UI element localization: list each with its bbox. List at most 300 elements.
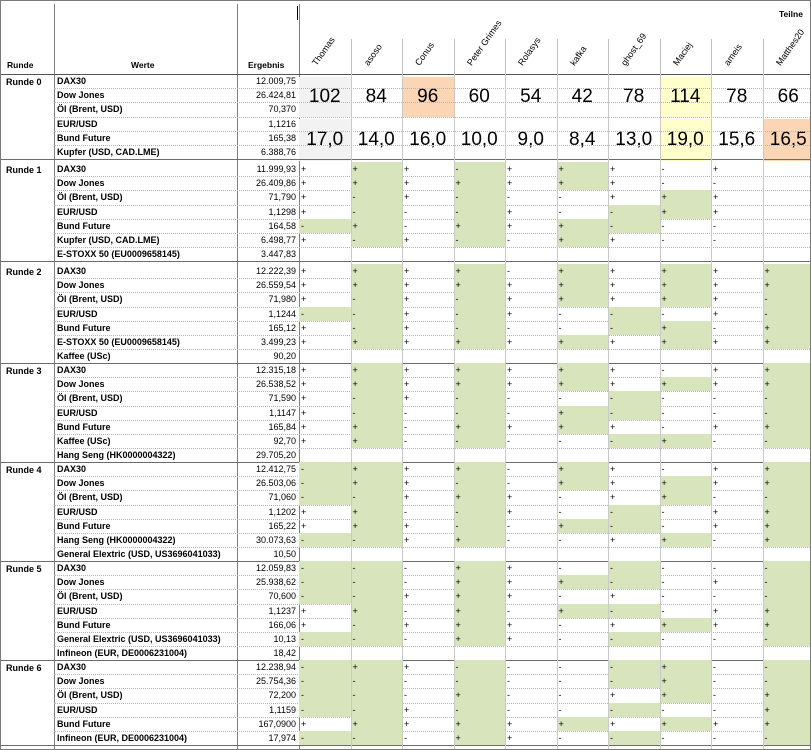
- tip-cell[interactable]: +: [301, 605, 307, 616]
- tip-cell[interactable]: +: [351, 717, 403, 731]
- tip-cell[interactable]: -: [713, 704, 716, 715]
- tip-cell[interactable]: -: [404, 506, 407, 517]
- tip-cell[interactable]: +: [454, 618, 506, 632]
- tip-cell[interactable]: -: [713, 662, 716, 672]
- tip-cell[interactable]: +: [763, 717, 811, 731]
- tip-cell[interactable]: -: [351, 618, 403, 632]
- tip-cell[interactable]: +: [454, 219, 506, 233]
- tip-cell[interactable]: +: [713, 164, 719, 174]
- tip-cell[interactable]: +: [557, 292, 609, 306]
- tip-cell[interactable]: -: [404, 407, 407, 418]
- tip-cell[interactable]: +: [301, 436, 307, 446]
- tip-cell[interactable]: +: [301, 365, 307, 375]
- tip-cell[interactable]: -: [507, 676, 510, 687]
- tip-cell[interactable]: -: [558, 436, 562, 446]
- tip-cell[interactable]: -: [713, 676, 716, 687]
- tip-cell[interactable]: +: [351, 476, 403, 490]
- tip-cell[interactable]: -: [404, 634, 407, 644]
- tip-cell[interactable]: +: [301, 280, 307, 291]
- tip-cell[interactable]: -: [454, 703, 506, 717]
- tip-cell[interactable]: +: [610, 690, 616, 701]
- tip-cell[interactable]: +: [610, 464, 616, 474]
- tip-cell[interactable]: -: [351, 490, 403, 504]
- tip-cell[interactable]: -: [661, 365, 665, 375]
- tip-cell[interactable]: -: [351, 292, 403, 306]
- tip-cell[interactable]: -: [454, 307, 506, 321]
- tip-cell[interactable]: +: [351, 604, 403, 618]
- tip-cell[interactable]: +: [351, 377, 403, 391]
- tip-cell[interactable]: -: [713, 733, 716, 743]
- tip-cell[interactable]: +: [404, 266, 410, 276]
- tip-cell[interactable]: +: [507, 308, 513, 319]
- tip-cell[interactable]: +: [713, 464, 719, 474]
- tip-cell[interactable]: -: [608, 391, 660, 405]
- tip-cell[interactable]: +: [557, 717, 609, 731]
- tip-cell[interactable]: -: [454, 321, 506, 335]
- tip-cell[interactable]: +: [454, 377, 506, 391]
- tip-cell[interactable]: -: [763, 561, 811, 575]
- tip-cell[interactable]: -: [558, 733, 562, 743]
- tip-cell[interactable]: +: [660, 476, 712, 490]
- tip-cell[interactable]: +: [763, 618, 811, 632]
- tip-cell[interactable]: +: [713, 577, 719, 588]
- tip-cell[interactable]: -: [558, 535, 562, 545]
- tip-cell[interactable]: -: [404, 577, 407, 588]
- tip-cell[interactable]: +: [404, 591, 410, 602]
- tip-cell[interactable]: +: [557, 363, 609, 377]
- tip-cell[interactable]: +: [454, 632, 506, 646]
- tip-cell[interactable]: -: [763, 632, 811, 646]
- tip-cell[interactable]: +: [301, 506, 307, 517]
- tip-cell[interactable]: -: [763, 307, 811, 321]
- tip-cell[interactable]: +: [301, 192, 307, 203]
- tip-cell[interactable]: +: [610, 266, 616, 276]
- tip-cell[interactable]: +: [763, 476, 811, 490]
- tip-cell[interactable]: +: [404, 379, 410, 390]
- tip-cell[interactable]: +: [610, 591, 616, 602]
- tip-cell[interactable]: +: [404, 178, 410, 189]
- tip-cell[interactable]: -: [507, 690, 510, 701]
- tip-cell[interactable]: +: [404, 662, 410, 672]
- tip-cell[interactable]: -: [713, 492, 716, 503]
- tip-cell[interactable]: -: [507, 407, 510, 418]
- tip-cell[interactable]: [763, 233, 811, 247]
- tip-cell[interactable]: +: [610, 379, 616, 390]
- tip-cell[interactable]: +: [557, 335, 609, 349]
- tip-cell[interactable]: -: [404, 421, 407, 432]
- tip-cell[interactable]: +: [660, 335, 712, 349]
- tip-cell[interactable]: +: [610, 718, 616, 729]
- tip-cell[interactable]: +: [557, 420, 609, 434]
- tip-cell[interactable]: -: [351, 731, 403, 745]
- tip-cell[interactable]: -: [404, 605, 407, 616]
- tip-cell[interactable]: +: [351, 176, 403, 190]
- tip-cell[interactable]: -: [404, 733, 407, 743]
- tip-cell[interactable]: -: [404, 206, 407, 217]
- tip-cell[interactable]: -: [299, 589, 351, 603]
- tip-cell[interactable]: -: [299, 674, 351, 688]
- tip-cell[interactable]: -: [558, 322, 562, 333]
- tip-cell[interactable]: +: [610, 535, 616, 545]
- tip-cell[interactable]: -: [558, 704, 562, 715]
- tip-cell[interactable]: +: [713, 337, 719, 347]
- tip-cell[interactable]: +: [351, 660, 403, 674]
- tip-cell[interactable]: +: [660, 618, 712, 632]
- tip-cell[interactable]: -: [507, 605, 510, 616]
- tip-cell[interactable]: +: [763, 533, 811, 547]
- tip-cell[interactable]: -: [763, 391, 811, 405]
- tip-cell[interactable]: -: [608, 434, 660, 448]
- tip-cell[interactable]: +: [557, 519, 609, 533]
- tip-cell[interactable]: -: [713, 690, 716, 701]
- tip-cell[interactable]: -: [763, 406, 811, 420]
- tip-cell[interactable]: +: [610, 478, 616, 489]
- tip-cell[interactable]: -: [299, 632, 351, 646]
- tip-cell[interactable]: -: [713, 220, 716, 231]
- tip-cell[interactable]: [763, 205, 811, 219]
- tip-cell[interactable]: -: [454, 162, 506, 176]
- tip-cell[interactable]: +: [351, 162, 403, 176]
- tip-cell[interactable]: +: [454, 335, 506, 349]
- tip-cell[interactable]: +: [507, 164, 513, 174]
- tip-cell[interactable]: -: [558, 206, 562, 217]
- tip-cell[interactable]: -: [299, 660, 351, 674]
- tip-cell[interactable]: +: [763, 462, 811, 476]
- tip-cell[interactable]: +: [351, 434, 403, 448]
- tip-cell[interactable]: +: [507, 178, 513, 189]
- tip-cell[interactable]: +: [301, 266, 307, 276]
- tip-cell[interactable]: +: [507, 379, 513, 390]
- tip-cell[interactable]: +: [713, 718, 719, 729]
- tip-cell[interactable]: -: [507, 478, 510, 489]
- tip-cell[interactable]: +: [454, 462, 506, 476]
- tip-cell[interactable]: -: [713, 634, 716, 644]
- tip-cell[interactable]: -: [404, 563, 407, 573]
- tip-cell[interactable]: +: [763, 321, 811, 335]
- tip-cell[interactable]: +: [713, 478, 719, 489]
- tip-cell[interactable]: -: [404, 690, 407, 701]
- tip-cell[interactable]: +: [301, 718, 307, 729]
- tip-cell[interactable]: -: [713, 178, 716, 189]
- tip-cell[interactable]: -: [661, 520, 665, 531]
- tip-cell[interactable]: -: [558, 393, 562, 404]
- tip-cell[interactable]: +: [301, 322, 307, 333]
- tip-cell[interactable]: +: [610, 294, 616, 305]
- tip-cell[interactable]: +: [507, 506, 513, 517]
- tip-cell[interactable]: -: [713, 407, 716, 418]
- tip-cell[interactable]: +: [404, 520, 410, 531]
- tip-cell[interactable]: +: [454, 278, 506, 292]
- tip-cell[interactable]: +: [507, 421, 513, 432]
- tip-cell[interactable]: -: [608, 205, 660, 219]
- tip-cell[interactable]: +: [610, 280, 616, 291]
- tip-cell[interactable]: -: [661, 464, 665, 474]
- tip-cell[interactable]: -: [351, 190, 403, 204]
- tip-cell[interactable]: +: [660, 190, 712, 204]
- tip-cell[interactable]: -: [404, 220, 407, 231]
- tip-cell[interactable]: +: [507, 280, 513, 291]
- tip-cell[interactable]: +: [507, 619, 513, 630]
- tip-cell[interactable]: +: [301, 164, 307, 174]
- tip-cell[interactable]: -: [558, 591, 562, 602]
- tip-cell[interactable]: +: [557, 233, 609, 247]
- tip-cell[interactable]: -: [299, 688, 351, 702]
- tip-cell[interactable]: -: [661, 591, 665, 602]
- tip-cell[interactable]: +: [351, 264, 403, 278]
- tip-cell[interactable]: +: [454, 420, 506, 434]
- tip-cell[interactable]: +: [610, 421, 616, 432]
- tip-cell[interactable]: -: [351, 632, 403, 646]
- tip-cell[interactable]: +: [713, 308, 719, 319]
- tip-cell[interactable]: -: [661, 308, 665, 319]
- tip-cell[interactable]: +: [454, 731, 506, 745]
- tip-cell[interactable]: +: [713, 520, 719, 531]
- tip-cell[interactable]: +: [557, 406, 609, 420]
- tip-cell[interactable]: -: [351, 674, 403, 688]
- tip-cell[interactable]: -: [763, 674, 811, 688]
- tip-cell[interactable]: +: [404, 393, 410, 404]
- tip-cell[interactable]: -: [661, 407, 665, 418]
- tip-cell[interactable]: +: [507, 634, 513, 644]
- tip-cell[interactable]: -: [351, 205, 403, 219]
- tip-cell[interactable]: +: [660, 264, 712, 278]
- tip-cell[interactable]: +: [610, 235, 616, 245]
- tip-cell[interactable]: +: [610, 164, 616, 174]
- tip-cell[interactable]: [763, 162, 811, 176]
- tip-cell[interactable]: +: [351, 505, 403, 519]
- tip-cell[interactable]: +: [404, 235, 410, 245]
- tip-cell[interactable]: [763, 190, 811, 204]
- tip-cell[interactable]: -: [299, 219, 351, 233]
- tip-cell[interactable]: -: [454, 190, 506, 204]
- tip-cell[interactable]: +: [454, 717, 506, 731]
- tip-cell[interactable]: -: [454, 233, 506, 247]
- tip-cell[interactable]: +: [557, 575, 609, 589]
- tip-cell[interactable]: +: [507, 577, 513, 588]
- tip-cell[interactable]: -: [661, 421, 665, 432]
- tip-cell[interactable]: -: [454, 406, 506, 420]
- tip-cell[interactable]: +: [404, 280, 410, 291]
- tip-cell[interactable]: -: [404, 676, 407, 687]
- tip-cell[interactable]: -: [507, 436, 510, 446]
- tip-cell[interactable]: -: [454, 391, 506, 405]
- tip-cell[interactable]: -: [661, 634, 665, 644]
- tip-cell[interactable]: +: [763, 377, 811, 391]
- tip-cell[interactable]: -: [454, 434, 506, 448]
- tip-cell[interactable]: +: [557, 476, 609, 490]
- tip-cell[interactable]: +: [351, 219, 403, 233]
- tip-cell[interactable]: -: [507, 235, 510, 245]
- tip-cell[interactable]: +: [660, 688, 712, 702]
- tip-cell[interactable]: -: [351, 307, 403, 321]
- tip-cell[interactable]: -: [661, 393, 665, 404]
- tip-cell[interactable]: -: [507, 322, 510, 333]
- tip-cell[interactable]: +: [557, 162, 609, 176]
- tip-cell[interactable]: +: [763, 703, 811, 717]
- tip-cell[interactable]: -: [404, 436, 407, 446]
- tip-cell[interactable]: -: [558, 619, 562, 630]
- tip-cell[interactable]: -: [661, 733, 665, 743]
- tip-cell[interactable]: -: [299, 490, 351, 504]
- tip-cell[interactable]: -: [558, 662, 562, 672]
- tip-cell[interactable]: -: [558, 634, 562, 644]
- tip-cell[interactable]: +: [507, 733, 513, 743]
- tip-cell[interactable]: +: [763, 264, 811, 278]
- tip-cell[interactable]: +: [404, 365, 410, 375]
- tip-cell[interactable]: +: [301, 337, 307, 347]
- tip-cell[interactable]: +: [610, 365, 616, 375]
- tip-cell[interactable]: -: [299, 307, 351, 321]
- tip-cell[interactable]: -: [661, 577, 665, 588]
- tip-cell[interactable]: -: [454, 205, 506, 219]
- tip-cell[interactable]: +: [763, 519, 811, 533]
- tip-cell[interactable]: +: [404, 308, 410, 319]
- tip-cell[interactable]: +: [351, 462, 403, 476]
- tip-cell[interactable]: +: [507, 591, 513, 602]
- tip-cell[interactable]: +: [713, 192, 719, 203]
- tip-cell[interactable]: -: [661, 704, 665, 715]
- tip-cell[interactable]: -: [608, 505, 660, 519]
- tip-cell[interactable]: +: [763, 278, 811, 292]
- tip-cell[interactable]: +: [660, 660, 712, 674]
- tip-cell[interactable]: +: [557, 462, 609, 476]
- tip-cell[interactable]: -: [454, 674, 506, 688]
- tip-cell[interactable]: -: [558, 192, 562, 203]
- tip-cell[interactable]: +: [713, 206, 719, 217]
- tip-cell[interactable]: +: [404, 535, 410, 545]
- tip-cell[interactable]: +: [301, 520, 307, 531]
- tip-cell[interactable]: +: [301, 235, 307, 245]
- tip-cell[interactable]: -: [763, 731, 811, 745]
- tip-cell[interactable]: +: [454, 561, 506, 575]
- tip-cell[interactable]: +: [404, 718, 410, 729]
- tip-cell[interactable]: -: [454, 476, 506, 490]
- tip-cell[interactable]: +: [660, 292, 712, 306]
- tip-cell[interactable]: +: [763, 420, 811, 434]
- tip-cell[interactable]: +: [713, 421, 719, 432]
- tip-cell[interactable]: -: [713, 535, 716, 545]
- tip-cell[interactable]: +: [507, 337, 513, 347]
- tip-cell[interactable]: +: [301, 619, 307, 630]
- tip-cell[interactable]: +: [301, 421, 307, 432]
- tip-cell[interactable]: +: [557, 278, 609, 292]
- tip-cell[interactable]: -: [299, 575, 351, 589]
- tip-cell[interactable]: +: [610, 337, 616, 347]
- tip-cell[interactable]: +: [454, 363, 506, 377]
- tip-cell[interactable]: +: [454, 490, 506, 504]
- tip-cell[interactable]: +: [557, 604, 609, 618]
- tip-cell[interactable]: -: [454, 660, 506, 674]
- tip-cell[interactable]: -: [558, 308, 562, 319]
- tip-cell[interactable]: +: [713, 605, 719, 616]
- tip-cell[interactable]: +: [404, 464, 410, 474]
- tip-cell[interactable]: +: [713, 619, 719, 630]
- tip-cell[interactable]: -: [608, 406, 660, 420]
- tip-cell[interactable]: -: [661, 235, 665, 245]
- tip-cell[interactable]: +: [660, 674, 712, 688]
- tip-cell[interactable]: -: [299, 703, 351, 717]
- tip-cell[interactable]: -: [608, 575, 660, 589]
- tip-cell[interactable]: -: [351, 321, 403, 335]
- tip-cell[interactable]: +: [713, 365, 719, 375]
- tip-cell[interactable]: -: [351, 561, 403, 575]
- tip-cell[interactable]: +: [351, 519, 403, 533]
- tip-cell[interactable]: -: [558, 690, 562, 701]
- tip-cell[interactable]: +: [660, 278, 712, 292]
- tip-cell[interactable]: +: [454, 533, 506, 547]
- tip-cell[interactable]: -: [507, 393, 510, 404]
- tip-cell[interactable]: -: [351, 703, 403, 717]
- tip-cell[interactable]: +: [454, 688, 506, 702]
- tip-cell[interactable]: +: [763, 505, 811, 519]
- tip-cell[interactable]: +: [763, 363, 811, 377]
- tip-cell[interactable]: -: [351, 589, 403, 603]
- tip-cell[interactable]: +: [301, 407, 307, 418]
- tip-cell[interactable]: +: [763, 688, 811, 702]
- tip-cell[interactable]: +: [660, 377, 712, 391]
- tip-cell[interactable]: -: [763, 434, 811, 448]
- tip-cell[interactable]: -: [351, 575, 403, 589]
- tip-cell[interactable]: +: [404, 619, 410, 630]
- tip-cell[interactable]: -: [558, 492, 562, 503]
- tip-cell[interactable]: -: [713, 591, 716, 602]
- tip-cell[interactable]: +: [610, 178, 616, 189]
- tip-cell[interactable]: -: [558, 563, 562, 573]
- tip-cell[interactable]: -: [558, 676, 562, 687]
- tip-cell[interactable]: +: [301, 393, 307, 404]
- tip-cell[interactable]: -: [507, 266, 510, 276]
- tip-cell[interactable]: +: [404, 294, 410, 305]
- tip-cell[interactable]: +: [454, 176, 506, 190]
- tip-cell[interactable]: +: [404, 704, 410, 715]
- tip-cell[interactable]: +: [507, 206, 513, 217]
- tip-cell[interactable]: -: [608, 321, 660, 335]
- tip-cell[interactable]: -: [351, 391, 403, 405]
- tip-cell[interactable]: +: [713, 379, 719, 390]
- tip-cell[interactable]: +: [557, 264, 609, 278]
- tip-cell[interactable]: +: [507, 492, 513, 503]
- tip-cell[interactable]: -: [507, 662, 510, 672]
- tip-cell[interactable]: +: [404, 164, 410, 174]
- tip-cell[interactable]: +: [454, 589, 506, 603]
- tip-cell[interactable]: +: [660, 321, 712, 335]
- tip-cell[interactable]: -: [507, 464, 510, 474]
- tip-cell[interactable]: -: [763, 589, 811, 603]
- tip-cell[interactable]: -: [713, 235, 716, 245]
- tip-cell[interactable]: [763, 219, 811, 233]
- tip-cell[interactable]: -: [608, 519, 660, 533]
- tip-cell[interactable]: -: [661, 164, 665, 174]
- tip-cell[interactable]: +: [763, 604, 811, 618]
- tip-cell[interactable]: -: [351, 533, 403, 547]
- tip-cell[interactable]: +: [660, 533, 712, 547]
- tip-cell[interactable]: -: [763, 575, 811, 589]
- tip-cell[interactable]: -: [608, 632, 660, 646]
- tip-cell[interactable]: +: [610, 619, 616, 630]
- tip-cell[interactable]: -: [454, 519, 506, 533]
- tip-cell[interactable]: -: [299, 462, 351, 476]
- tip-cell[interactable]: +: [557, 176, 609, 190]
- tip-cell[interactable]: +: [404, 322, 410, 333]
- tip-cell[interactable]: -: [661, 220, 665, 231]
- tip-cell[interactable]: -: [661, 563, 665, 573]
- tip-cell[interactable]: -: [608, 660, 660, 674]
- tip-cell[interactable]: [763, 176, 811, 190]
- tip-cell[interactable]: -: [608, 561, 660, 575]
- tip-cell[interactable]: -: [507, 704, 510, 715]
- tip-cell[interactable]: +: [404, 192, 410, 203]
- tip-cell[interactable]: -: [608, 731, 660, 745]
